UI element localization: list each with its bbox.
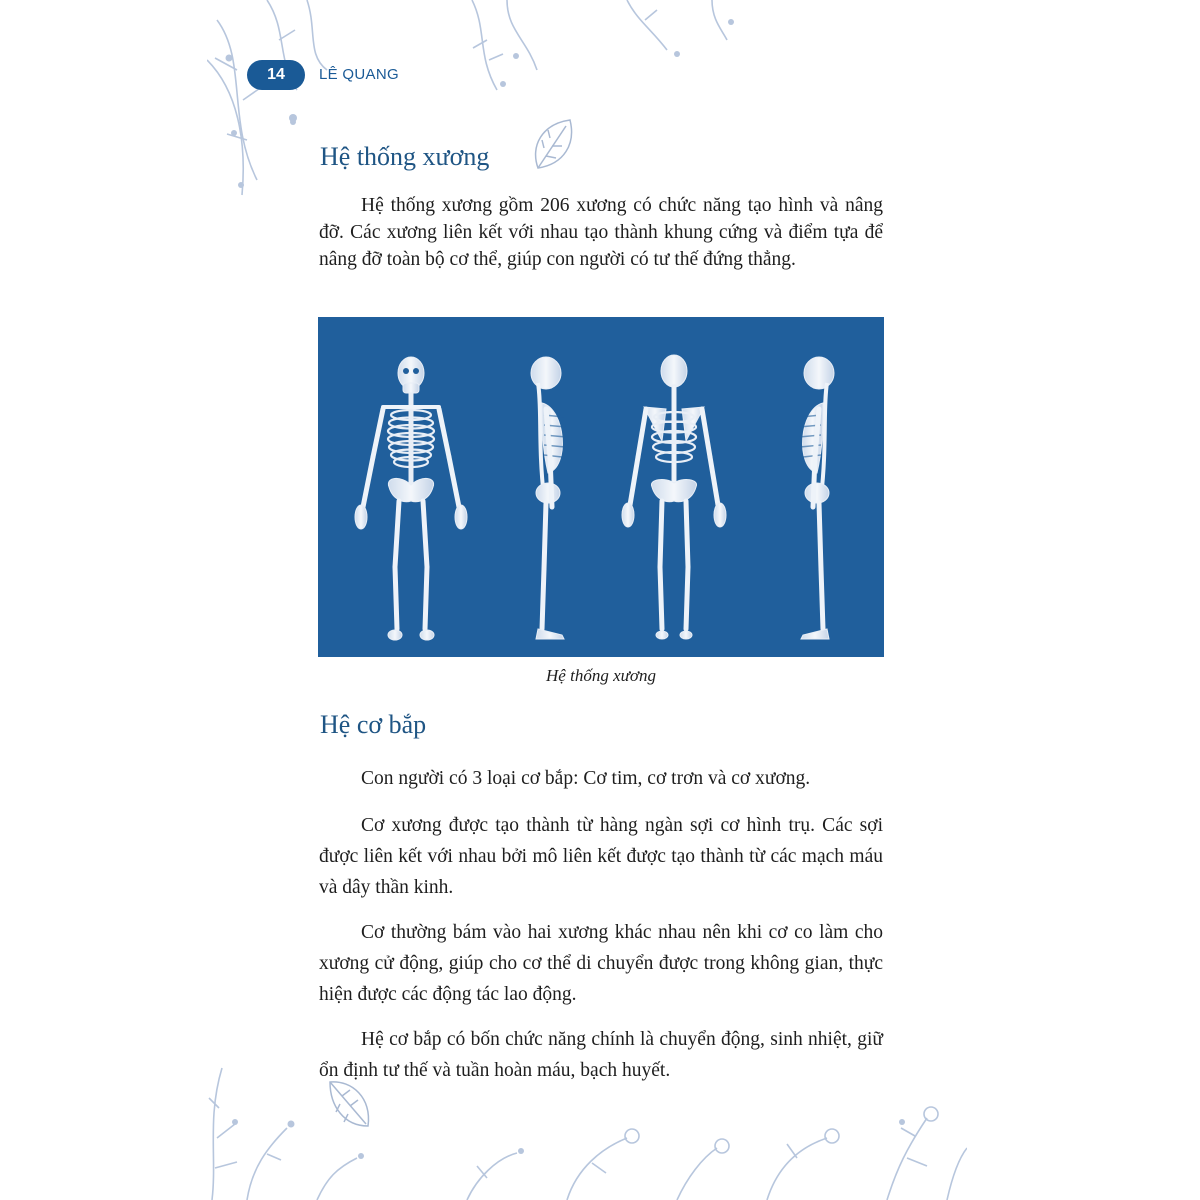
paragraph-skeletal-system: Hệ thống xương gồm 206 xương có chức năng tạo hình và nâng đỡ. Các xương liên kết với nhau tạo thành khung cứng và điểm tựa để nâng đỡ toàn bộ cơ thể, giúp con người có tư thế đứng thẳng. [319,195,883,270]
section-title-muscular-system: Hệ cơ bắp [320,710,427,739]
skeleton-back-view [622,355,726,639]
page-number-badge: 14 [247,60,305,90]
paragraph-muscle-types: Con người có 3 loại cơ bắp: Cơ tim, cơ trơn và cơ xương. [361,768,811,789]
skeleton-figure [318,317,884,657]
section-title-skeletal-system: Hệ thống xương [320,142,490,171]
paragraph-muscle-functions: Hệ cơ bắp có bốn chức năng chính là chuyển động, sinh nhiệt, giữ ổn định tư thế và tuần hoàn máu, bạch huyết. [319,1029,883,1081]
paragraph-skeletal-muscle: Cơ xương được tạo thành từ hàng ngàn sợi cơ hình trụ. Các sợi được liên kết với nhau bởi mô liên kết được tạo thành từ các mạch máu và dây thần kinh. [319,815,883,898]
paragraph-muscle-movement: Cơ thường bám vào hai xương khác nhau nên khi cơ co làm cho xương cử động, giúp cho cơ thể di chuyển được trong không gian, thực hiện được các động tác lao động. [319,922,883,1005]
skeleton-side-view-left [531,357,566,639]
author-header: LÊ QUANG [319,66,399,83]
figure-caption: Hệ thống xương [546,666,656,685]
skeleton-side-view-right [799,357,834,639]
skeleton-front-view [355,357,467,640]
